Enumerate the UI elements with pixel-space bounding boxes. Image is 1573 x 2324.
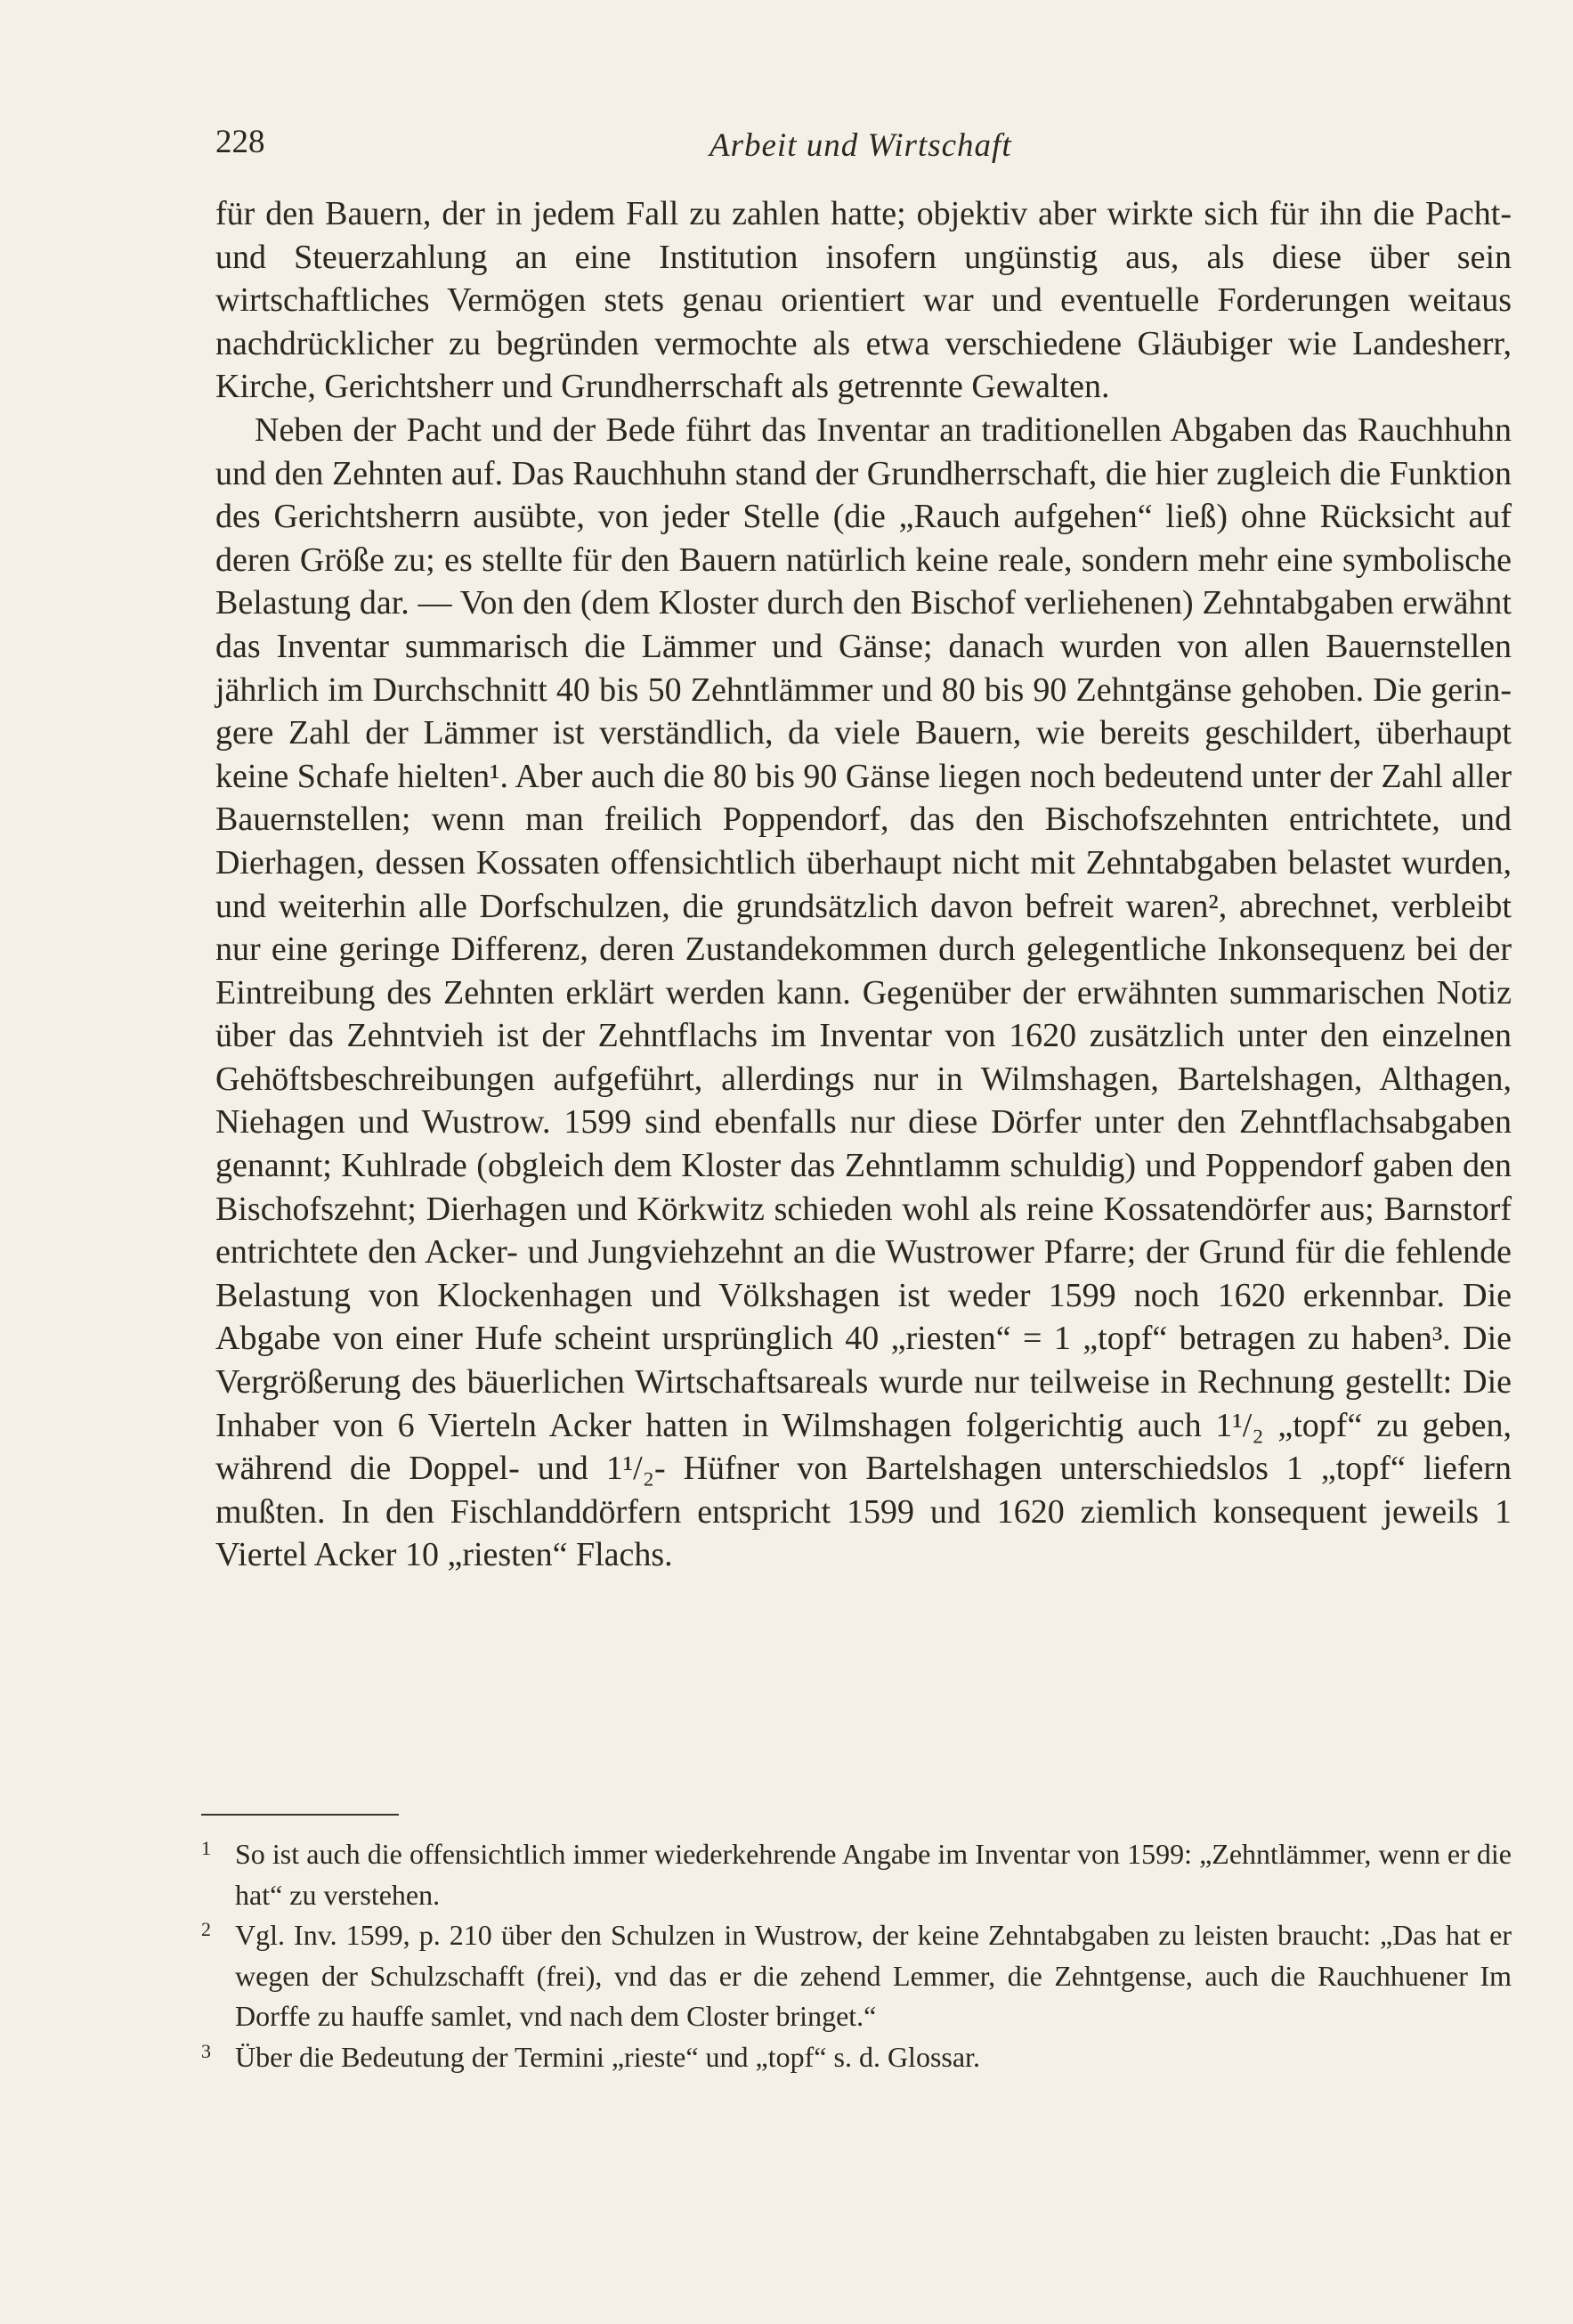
footnote-text: Vgl. Inv. 1599, p. 210 über den Schulzen in Wustrow, der keine Zehntabgaben zu leisten braucht: „Das hat er wegen der Schulzschafft (frei), vnd das er die zehend Lemmer, die Zehntgense, auch die Rauchhuener Im Dorffe zu hauffe samlet, vnd nach dem Closter bringet.“ (235, 1919, 1512, 2032)
footnotes (201, 1834, 1512, 2077)
paragraph-2: Neben der Pacht und der Bede führt das Inventar an traditionellen Abgaben das Rauchhuhn und den Zehnten auf. Das Rauchhuhn stand der Grundherrschaft, die hier zugleich die Funktion des Gerichtsherrn ausübte, von jeder Stelle (die „Rauch aufgehen“ ließ) ohne Rücksicht auf deren Größe zu; es stellte für den Bauern natürlich keine reale, sondern mehr eine symbolische Belastung dar. — Von den (dem Kloster durch den Bischof verliehenen) Zehntabgaben erwähnt das Inventar summarisch die Lämmer und Gänse; danach wurden von allen Bauernstellen jährlich im Durchschnitt 40 bis 50 Zehntlämmer und 80 bis 90 Zehntgänse gehoben. Die geringere Zahl der Lämmer ist verständlich, da viele Bauern, wie bereits geschildert, überhaupt keine Schafe hielten¹. Aber auch die 80 bis 90 Gänse liegen noch bedeutend unter der Zahl aller Bauernstellen; wenn man freilich Poppendorf, das den Bischofszehnten entrichtete, und Dierhagen, dessen Kossaten offensichtlich überhaupt nicht mit Zehntabgaben belastet wurden, und weiterhin alle Dorfschulzen, die grundsätzlich davon befreit waren², abrechnet, verbleibt nur eine geringe Differenz, deren Zustandekommen durch gelegentliche Inkonsequenz bei der Eintreibung des Zehnten erklärt werden kann. Gegenüber der erwähnten summarischen Notiz über das Zehntvieh ist der Zehntflachs im Inventar von 1620 zusätzlich unter den einzelnen Gehöftsbeschreibungen aufgeführt, allerdings nur in Wilmshagen, Bartelshagen, Althagen, Niehagen und Wustrow. 1599 sind ebenfalls nur diese Dörfer unter den Zehntflachsabgaben genannt; Kuhlrade (obgleich dem Kloster das Zehntlamm schuldig) und Poppendorf gaben den Bischofszehnt; Dierhagen und Körkwitz schieden wohl als reine Kossatendörfer aus; Barnstorf entrichtete den Acker- und Jungviehzehnt an die Wustrower Pfarre; der Grund für die fehlende Belastung von Klockenhagen und Völkshagen ist weder 1599 noch 1620 erkennbar. Die Abgabe von einer Hufe scheint ursprünglich 40 „riesten“ = 1 „topf“ betragen zu haben³. Die Vergrößerung des bäuerlichen Wirtschaftsareals wurde nur teilweise in Rechnung gestellt: Die Inhaber von 6 Vierteln Acker hatten in Wilmshagen folgerichtig auch 1¹/₂ „topf“ zu geben, während die Doppel- und 1¹/₂- Hüfner von Bartelshagen unterschiedslos 1 „topf“ liefern mußten. In den Fischlanddörfern entspricht 1599 und 1620 ziemlich konsequent jeweils 1 Viertel Acker 10 „riesten“ Flachs. (215, 410, 1512, 1574)
footnote-text: Über die Bedeutung der Termini „rieste“ und „topf“ s. d. Glossar. (235, 2040, 980, 2073)
footnote-divider (201, 1814, 399, 1816)
footnote-3 (201, 2037, 1512, 2078)
page-header (215, 123, 1513, 173)
page-number: 228 (215, 124, 265, 160)
body-text (215, 192, 1512, 1577)
footnote-1 (201, 1834, 1512, 1915)
footnote-marker: 3 (201, 2039, 211, 2062)
footnote-marker: 2 (201, 1918, 211, 1940)
running-title: Arbeit und Wirtschaft (709, 127, 1012, 164)
footnote-2 (201, 1915, 1512, 2037)
footnote-text: So ist auch die offensichtlich immer wiederkehrende Angabe im Inventar von 1599: „Zehntlämmer, wenn er die hat“ zu verstehen. (235, 1838, 1512, 1911)
footnote-marker: 1 (201, 1837, 211, 1859)
paragraph-1: für den Bauern, der in jedem Fall zu zahlen hatte; objektiv aber wirkte sich für ihn die Pacht- und Steuerzahlung an eine Institution insofern ungünstig aus, als diese über sein wirtschaftliches Vermögen stets genau orientiert war und eventuelle Forderungen weitaus nachdrücklicher zu begründen vermochte als etwa verschiedene Gläubiger wie Landesherr, Kirche, Gerichtsherr und Grundherrschaft als getrennte Gewalten. (215, 195, 1512, 406)
